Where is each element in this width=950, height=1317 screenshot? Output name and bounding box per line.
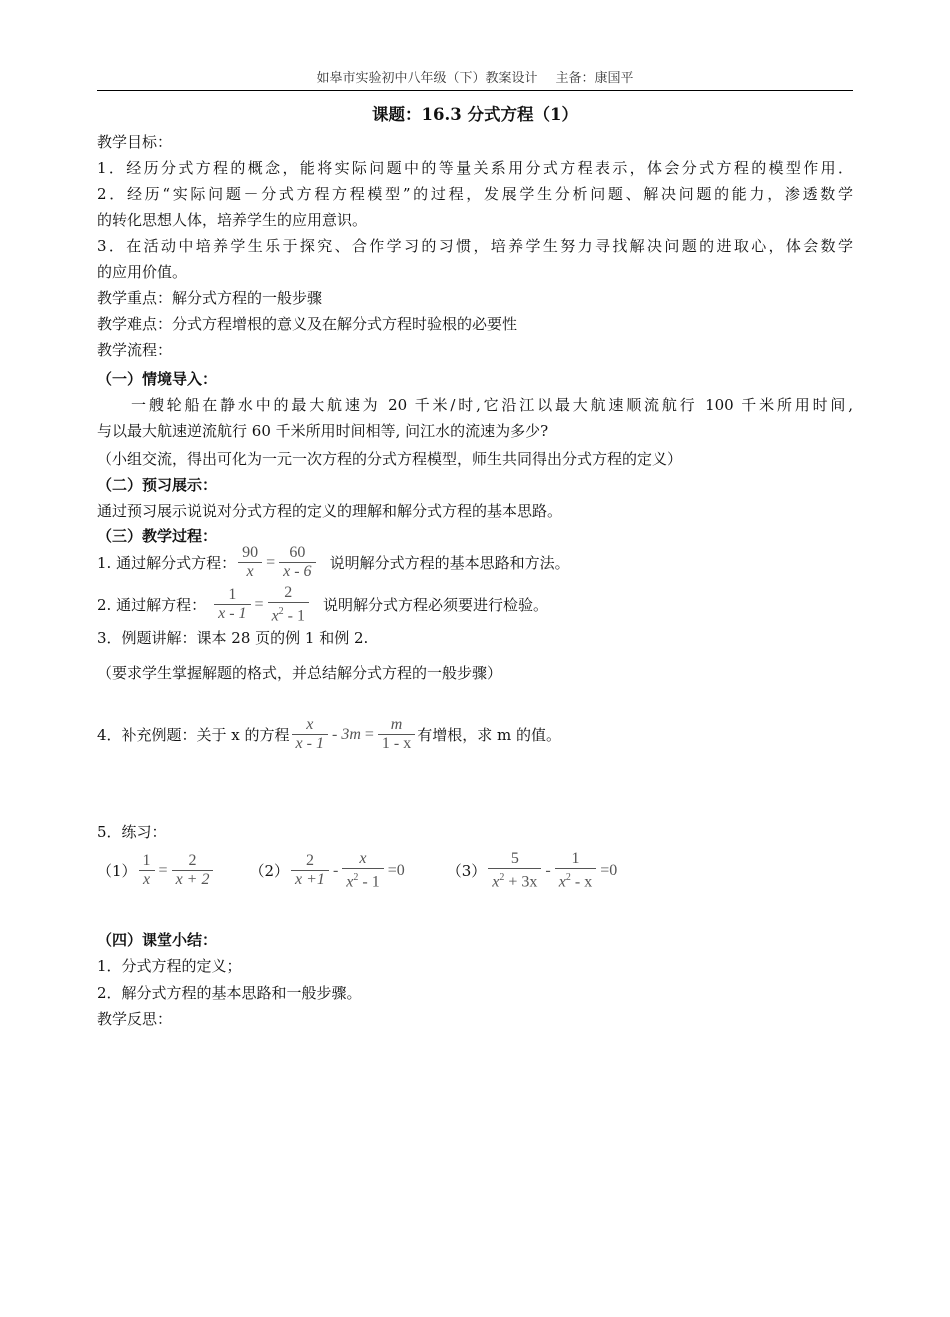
equals-sign: =	[266, 553, 276, 571]
fraction	[279, 544, 315, 581]
summary-2: 2．解分式方程的基本思路和一般步骤。	[97, 984, 362, 1002]
goal-1: 1．经历分式方程的概念，能将实际问题中的等量关系用分式方程表示，体会分式方程的模型作用．	[97, 159, 853, 177]
section-1-para-1: 一艘轮船在静水中的最大航速为 20 千米/时,它沿江以最大航速顺流航行 100 千米所用时间,	[131, 396, 853, 414]
base: x	[558, 873, 566, 891]
numerator: 1	[571, 850, 580, 867]
tail: - x	[570, 873, 593, 891]
goals-heading: 教学目标：	[97, 133, 173, 151]
item-2-suffix: 说明解分式方程必须要进行检验。	[323, 596, 549, 615]
fraction	[488, 850, 541, 891]
minus-sign: -	[545, 861, 551, 879]
section-1-para-3: （小组交流，得出可化为一元一次方程的分式方程模型，师生共同得出分式方程的定义）	[97, 450, 683, 468]
denominator: x	[142, 871, 151, 889]
key-point: 教学重点：解分式方程的一般步骤	[97, 289, 323, 307]
goal-3-line-2: 的应用价值。	[97, 263, 188, 281]
base: x	[492, 873, 500, 891]
tail: + 3x	[504, 873, 538, 891]
goal-2-line-2: 的转化思想人体，培养学生的应用意识。	[97, 211, 368, 229]
denominator	[555, 869, 596, 891]
numerator: 1	[142, 852, 151, 870]
exercise-label: （3）	[446, 862, 487, 881]
summary-1: 1．分式方程的定义；	[97, 957, 242, 975]
exercise-row	[97, 850, 619, 891]
denominator: x + 2	[175, 871, 210, 889]
rhs: =0	[600, 861, 618, 879]
item-2	[97, 584, 548, 625]
term: 3m	[341, 725, 361, 743]
numerator: 2	[305, 852, 314, 870]
exponent: 2	[499, 872, 505, 883]
section-2-para: 通过预习展示说说对分式方程的定义的理解和解分式方程的基本思路。	[97, 502, 563, 520]
exercise-3	[447, 850, 619, 891]
denominator	[342, 869, 383, 891]
item-3: 3．例题讲解：课本 28 页的例 1 和例 2.	[97, 629, 369, 647]
reflection-heading: 教学反思：	[97, 1010, 173, 1028]
numerator: 1	[228, 586, 237, 604]
numerator: m	[390, 716, 403, 733]
exercise-1	[97, 852, 215, 889]
equals-sign: =	[254, 595, 264, 613]
equals-sign: =	[158, 861, 168, 879]
item-5: 5．练习：	[97, 823, 167, 841]
fraction	[292, 716, 328, 753]
tail: - 1	[283, 607, 305, 625]
section-2-heading: （二）预习展示：	[97, 476, 218, 494]
header-school: 如皋市实验初中八年级（下）教案设计	[316, 71, 538, 86]
section-3-heading: （三）教学过程：	[97, 527, 218, 545]
fraction	[342, 850, 383, 891]
item-2-prefix: 2. 通过解方程：	[97, 596, 207, 615]
denominator	[488, 869, 541, 891]
denominator: x - 1	[218, 605, 247, 623]
denominator: 1 - x	[381, 735, 412, 752]
item-1-suffix: 说明解分式方程的基本思路和方法。	[329, 554, 570, 572]
base: x	[271, 607, 279, 625]
exercise-label: （1）	[97, 862, 137, 881]
fraction	[214, 586, 250, 623]
numerator: 60	[289, 544, 306, 561]
exercise-2	[249, 850, 406, 891]
numerator: x	[359, 850, 367, 867]
fraction	[291, 852, 329, 889]
numerator: 90	[242, 544, 259, 561]
header-rule	[97, 90, 853, 91]
denominator	[268, 603, 309, 625]
base: x	[346, 873, 354, 891]
numerator: x	[306, 716, 314, 733]
item-4	[97, 716, 561, 753]
item-1-prefix: 1. 通过解分式方程：	[97, 554, 237, 572]
goal-3-line-1: 3．在活动中培养学生乐于探究、合作学习的习惯，培养学生努力寻找解决问题的进取心，体会数学	[97, 237, 853, 255]
fraction	[238, 544, 262, 581]
numerator: 5	[510, 850, 519, 867]
section-1-para-2: 与以最大航速逆流航行 60 千米所用时间相等, 问江水的流速为多少?	[97, 422, 549, 440]
header-author: 主备：康国平	[555, 71, 634, 86]
difficulty: 教学难点：分式方程增根的意义及在解分式方程时验根的必要性	[97, 315, 518, 333]
goal-2-line-1: 2．经历“实际问题－分式方程方程模型”的过程，发展学生分析问题、解决问题的能力，渗透数学	[97, 185, 853, 203]
section-4-heading: （四）课堂小结：	[97, 931, 218, 949]
denominator: x	[246, 563, 254, 580]
exponent: 2	[353, 872, 359, 883]
tail: - 1	[358, 873, 380, 891]
item-3-note: （要求学生掌握解题的格式，并总结解分式方程的一般步骤）	[97, 664, 503, 682]
fraction	[378, 716, 415, 753]
denominator: x +1	[295, 871, 325, 889]
section-1-heading: （一）情境导入：	[97, 370, 218, 388]
minus-sign: -	[332, 861, 339, 879]
equals-sign: =	[364, 725, 374, 743]
item-4-prefix: 4．补充例题：关于 x 的方程	[97, 726, 290, 744]
fraction	[555, 850, 596, 891]
item-4-suffix: 有增根，求 m 的值。	[417, 726, 561, 744]
denominator: x - 1	[295, 735, 324, 752]
rhs: =0	[387, 861, 405, 879]
minus-sign: -	[331, 725, 338, 743]
numerator: 2	[188, 852, 197, 870]
fraction	[139, 852, 155, 889]
numerator: 2	[284, 584, 293, 601]
fraction	[268, 584, 309, 625]
fraction	[172, 852, 214, 889]
lesson-title: 课题：16.3 分式方程（1）	[372, 105, 578, 124]
denominator: x - 6	[283, 563, 312, 580]
exponent: 2	[278, 606, 284, 617]
flow-heading: 教学流程：	[97, 341, 173, 359]
exponent: 2	[565, 872, 571, 883]
exercise-label: （2）	[249, 862, 290, 881]
item-1	[97, 544, 570, 581]
page-header	[97, 70, 853, 88]
